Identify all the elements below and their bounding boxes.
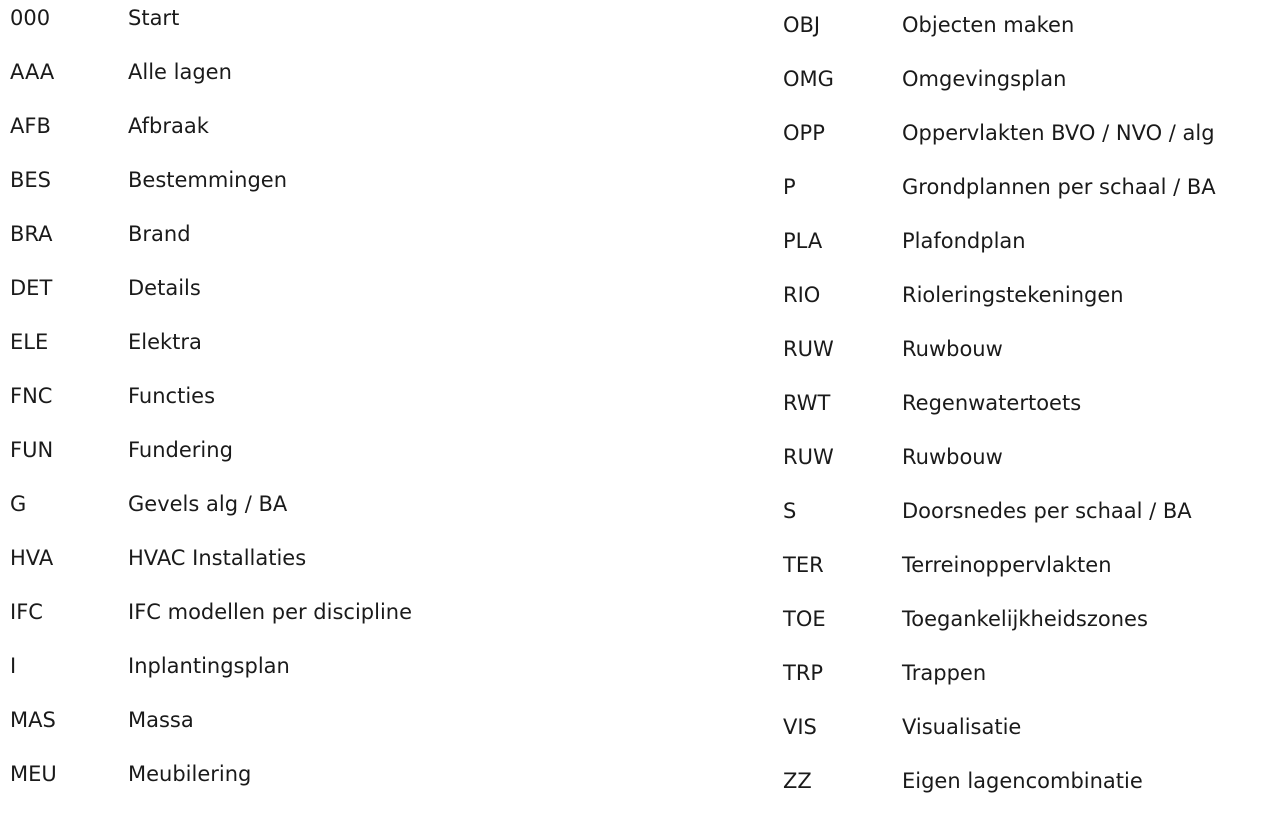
layer-code: RUW bbox=[783, 445, 834, 469]
layer-code: AFB bbox=[10, 114, 51, 138]
layer-label: Massa bbox=[128, 708, 194, 732]
layer-code: VIS bbox=[783, 715, 817, 739]
layer-label: Eigen lagencombinatie bbox=[902, 769, 1143, 793]
layer-code: MAS bbox=[10, 708, 56, 732]
layer-code: AAA bbox=[10, 60, 55, 84]
layer-label: Afbraak bbox=[128, 114, 209, 138]
layer-label: Toegankelijkheidszones bbox=[902, 607, 1148, 631]
layer-code: RUW bbox=[783, 337, 834, 361]
layer-code: ZZ bbox=[783, 769, 812, 793]
layer-label: Meubilering bbox=[128, 762, 252, 786]
layer-label: Regenwatertoets bbox=[902, 391, 1082, 415]
layer-code: MEU bbox=[10, 762, 57, 786]
layer-code: S bbox=[783, 499, 797, 523]
layer-code: ELE bbox=[10, 330, 49, 354]
layer-code: BES bbox=[10, 168, 52, 192]
layer-label: Rioleringstekeningen bbox=[902, 283, 1124, 307]
layer-label: Fundering bbox=[128, 438, 233, 462]
layer-label: Ruwbouw bbox=[902, 337, 1003, 361]
layer-code: 000 bbox=[10, 6, 51, 30]
layer-code: PLA bbox=[783, 229, 823, 253]
layer-label: Visualisatie bbox=[902, 715, 1022, 739]
layer-code: RWT bbox=[783, 391, 831, 415]
layer-code: FUN bbox=[10, 438, 54, 462]
layer-code: I bbox=[10, 654, 17, 678]
layer-code: TOE bbox=[783, 607, 826, 631]
layer-label: Trappen bbox=[902, 661, 987, 685]
layer-label: Objecten maken bbox=[902, 13, 1075, 37]
layer-label: Bestemmingen bbox=[128, 168, 288, 192]
layer-code: G bbox=[10, 492, 27, 516]
layer-label: HVAC Installaties bbox=[128, 546, 307, 570]
layer-label: Elektra bbox=[128, 330, 202, 354]
layer-code: OBJ bbox=[783, 13, 821, 37]
layer-label: Details bbox=[128, 276, 201, 300]
layer-code: OPP bbox=[783, 121, 825, 145]
layer-code: P bbox=[783, 175, 796, 199]
layer-label: Ruwbouw bbox=[902, 445, 1003, 469]
layer-label: Oppervlakten BVO / NVO / alg bbox=[902, 121, 1215, 145]
layer-label: Terreinoppervlakten bbox=[902, 553, 1112, 577]
layer-label: Inplantingsplan bbox=[128, 654, 290, 678]
layer-label: IFC modellen per discipline bbox=[128, 600, 413, 624]
layer-code: FNC bbox=[10, 384, 53, 408]
layer-label: Brand bbox=[128, 222, 191, 246]
layer-code: OMG bbox=[783, 67, 834, 91]
layer-code: HVA bbox=[10, 546, 54, 570]
layer-label: Start bbox=[128, 6, 180, 30]
layer-code: TER bbox=[783, 553, 824, 577]
layer-label: Doorsnedes per schaal / BA bbox=[902, 499, 1192, 523]
layer-code: BRA bbox=[10, 222, 53, 246]
layer-code: IFC bbox=[10, 600, 43, 624]
layer-label: Omgevingsplan bbox=[902, 67, 1067, 91]
layer-code: TRP bbox=[783, 661, 824, 685]
layer-label: Alle lagen bbox=[128, 60, 232, 84]
layer-label: Gevels alg / BA bbox=[128, 492, 288, 516]
layer-label: Grondplannen per schaal / BA bbox=[902, 175, 1216, 199]
layer-label: Plafondplan bbox=[902, 229, 1026, 253]
layer-label: Functies bbox=[128, 384, 216, 408]
layer-code: RIO bbox=[783, 283, 821, 307]
layer-code: DET bbox=[10, 276, 53, 300]
